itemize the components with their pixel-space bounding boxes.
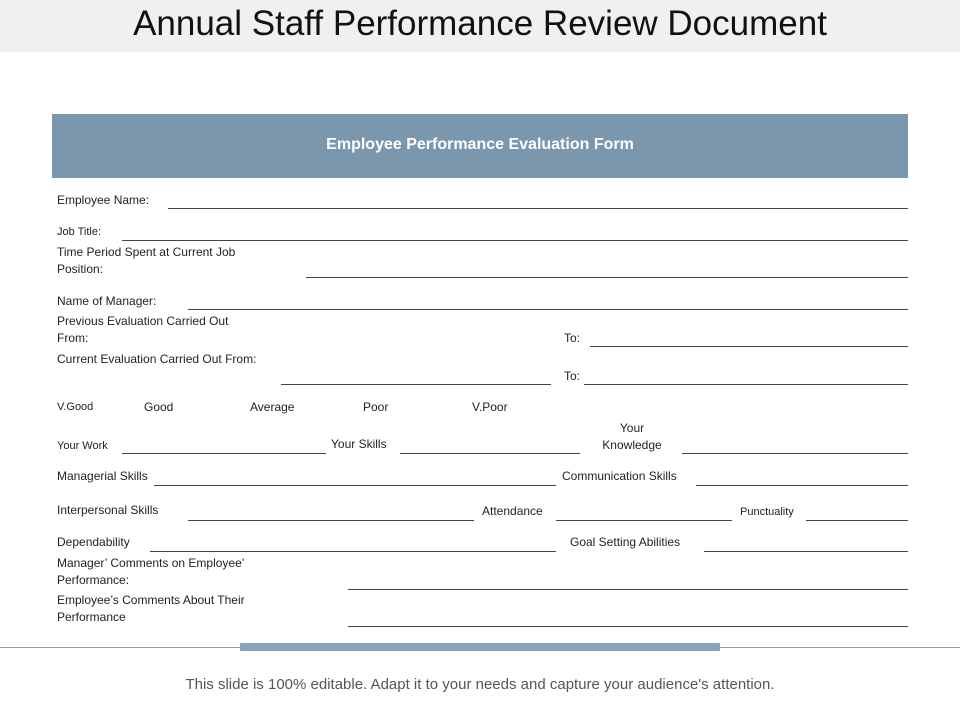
your-knowledge-label: Your Knowledge	[602, 421, 662, 452]
rating-poor: Poor	[363, 400, 389, 414]
communication-skills-field[interactable]	[696, 485, 908, 486]
manager-comments-label: Manager’ Comments on Employee’ Performance:	[57, 556, 244, 587]
time-period-label: Time Period Spent at Current Job Position:	[57, 245, 236, 276]
interpersonal-skills-label: Interpersonal Skills	[57, 503, 159, 517]
current-eval-to-label: To:	[564, 369, 581, 383]
employee-comments-field[interactable]	[348, 626, 908, 627]
rating-vpoor: V.Poor	[472, 400, 508, 414]
job-title-field[interactable]	[122, 240, 908, 241]
bottom-accent-bar	[240, 643, 720, 651]
previous-eval-to-label: To:	[564, 331, 581, 345]
attendance-label: Attendance	[482, 504, 543, 518]
your-skills-label: Your Skills	[331, 437, 387, 451]
communication-skills-label: Communication Skills	[562, 469, 677, 483]
punctuality-field[interactable]	[806, 520, 908, 521]
goal-setting-field[interactable]	[704, 551, 908, 552]
rating-good: Good	[144, 400, 174, 414]
dependability-label: Dependability	[57, 535, 130, 549]
your-work-label: Your Work	[57, 440, 108, 452]
form-header	[52, 114, 908, 178]
manager-comments-field[interactable]	[348, 589, 908, 590]
page-title: Annual Staff Performance Review Document	[133, 4, 827, 43]
managerial-skills-field[interactable]	[154, 485, 556, 486]
form-title: Employee Performance Evaluation Form	[326, 136, 634, 153]
time-period-field[interactable]	[306, 277, 908, 278]
manager-name-label: Name of Manager:	[57, 294, 157, 308]
goal-setting-label: Goal Setting Abilities	[570, 535, 681, 549]
current-eval-from-field[interactable]	[281, 384, 551, 385]
dependability-field[interactable]	[150, 551, 556, 552]
attendance-field[interactable]	[556, 520, 732, 521]
rating-vgood: V.Good	[57, 401, 94, 413]
rating-average: Average	[250, 400, 295, 414]
previous-eval-to-field[interactable]	[590, 346, 908, 347]
interpersonal-skills-field[interactable]	[188, 520, 474, 521]
your-knowledge-field[interactable]	[682, 453, 908, 454]
previous-eval-label: Previous Evaluation Carried Out From:	[57, 314, 229, 345]
job-title-label: Job Title:	[57, 226, 102, 238]
manager-name-field[interactable]	[188, 309, 908, 310]
your-work-field[interactable]	[122, 453, 326, 454]
managerial-skills-label: Managerial Skills	[57, 469, 148, 483]
employee-name-label: Employee Name:	[57, 193, 150, 207]
employee-comments-label: Employee’s Comments About Their Performance	[57, 593, 245, 624]
footer-note: This slide is 100% editable. Adapt it to your needs and capture your audience's attention.	[185, 676, 775, 693]
employee-name-field[interactable]	[168, 208, 908, 209]
your-skills-field[interactable]	[400, 453, 580, 454]
current-eval-label: Current Evaluation Carried Out From:	[57, 352, 257, 366]
punctuality-label: Punctuality	[740, 506, 794, 518]
current-eval-to-field[interactable]	[584, 384, 908, 385]
